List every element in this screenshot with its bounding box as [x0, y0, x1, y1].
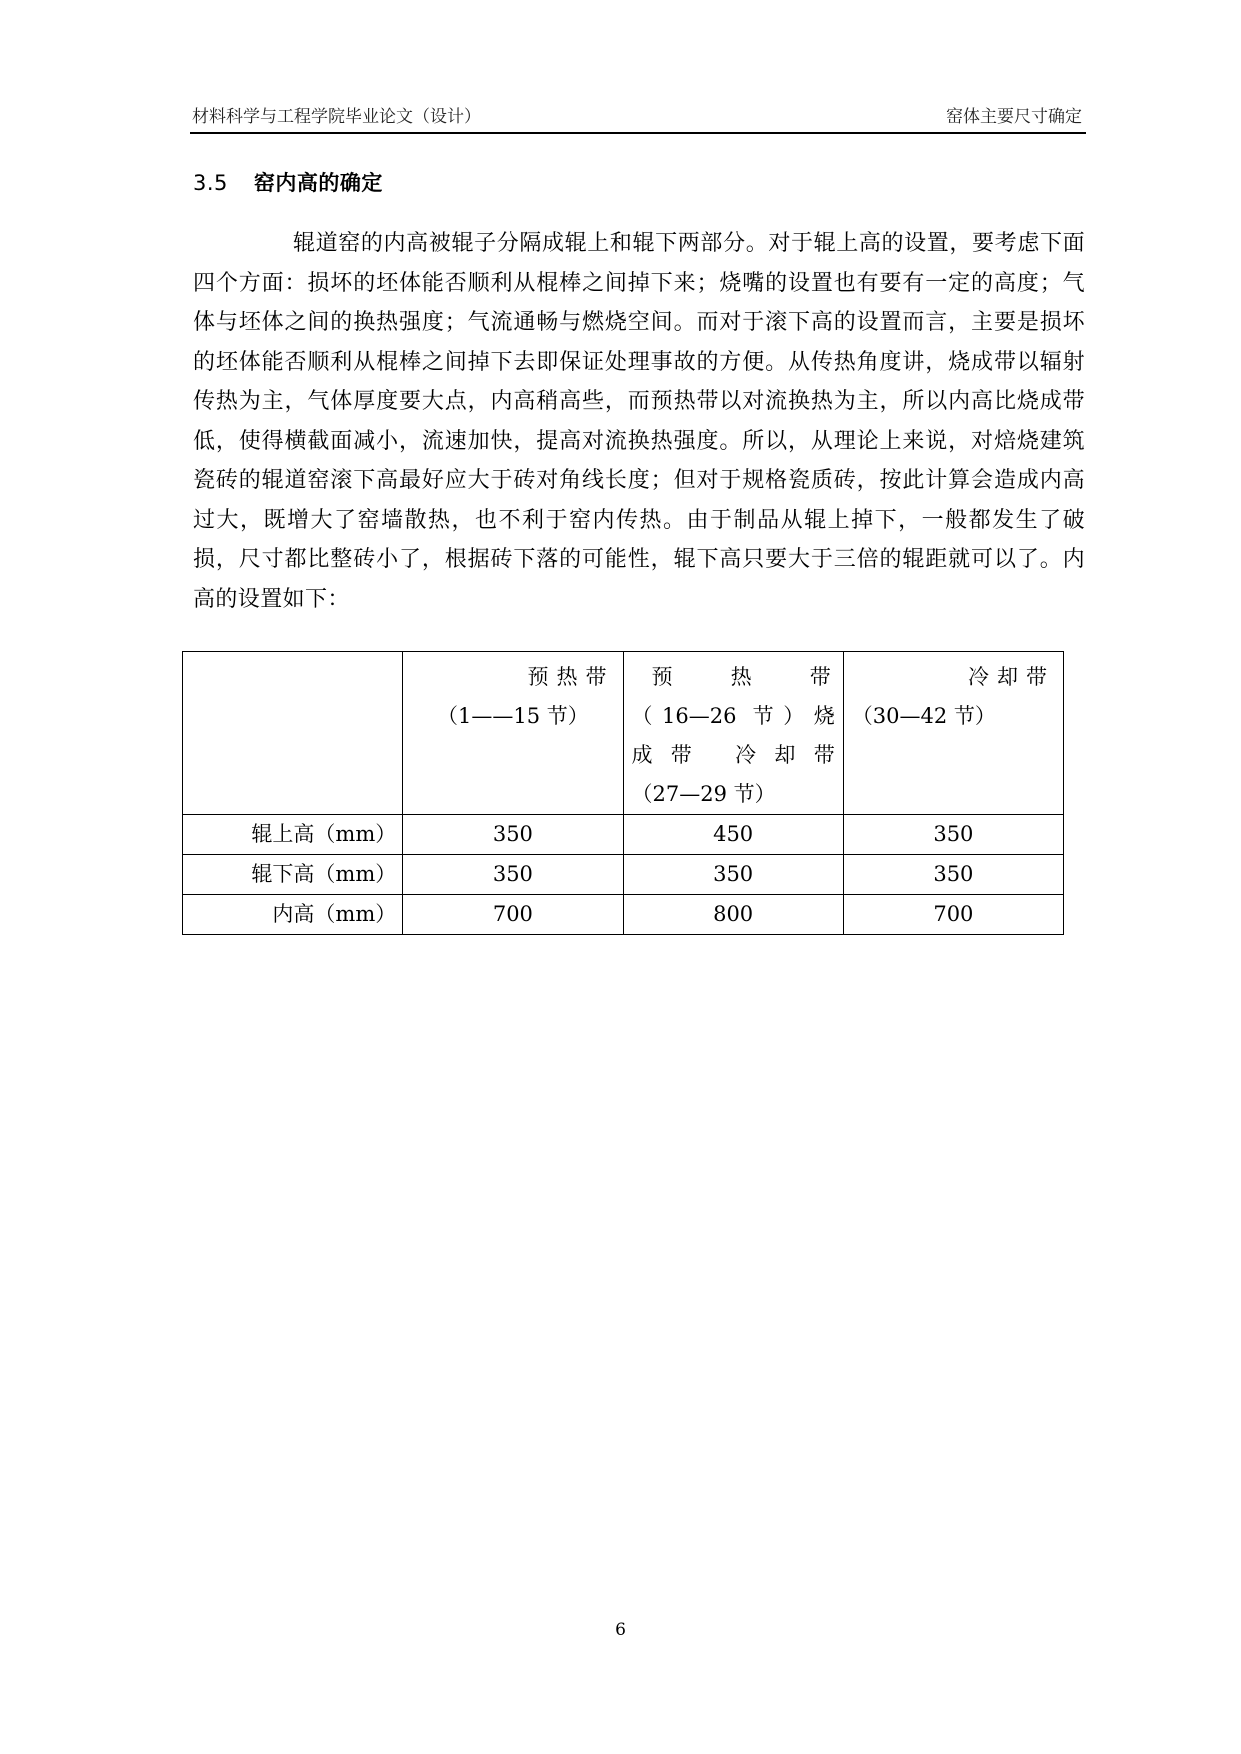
row-label: 辊上高（mm）	[183, 815, 403, 855]
table-header-row	[183, 652, 1064, 815]
row-label: 辊下高（mm）	[183, 855, 403, 895]
header-firing-line2: （16—26 节）烧	[631, 704, 835, 728]
header-thesis-title: 材料科学与工程学院毕业论文（设计）	[192, 107, 481, 127]
table-row	[183, 895, 1064, 935]
table-row	[183, 855, 1064, 895]
table-cell: 700	[403, 895, 623, 935]
section-number: 3.5	[193, 171, 228, 195]
header-cell-preheat	[403, 652, 623, 815]
table-cell: 350	[843, 815, 1063, 855]
header-firing-line1: 预热带	[651, 665, 831, 689]
table-cell: 350	[623, 855, 843, 895]
table-cell: 350	[843, 855, 1063, 895]
header-cell-firing	[623, 652, 843, 815]
header-preheat-range: （1——15 节）	[436, 704, 589, 728]
kiln-height-table	[182, 651, 1064, 935]
table-cell: 800	[623, 895, 843, 935]
header-firing-line3: 成带 冷却带	[631, 743, 835, 767]
table-corner-cell	[183, 652, 403, 815]
page-header	[190, 100, 1086, 134]
page-number: 6	[615, 1620, 626, 1640]
section-heading	[193, 167, 383, 197]
header-cooling-name: 冷却带	[968, 665, 1055, 689]
header-cell-cooling	[843, 652, 1063, 815]
table-row	[183, 815, 1064, 855]
row-label: 内高（mm）	[183, 895, 403, 935]
table-cell: 350	[403, 855, 623, 895]
table-cell: 350	[403, 815, 623, 855]
header-chapter-title: 窑体主要尺寸确定	[946, 107, 1082, 127]
table-cell: 450	[623, 815, 843, 855]
header-firing-line4: （27—29 节）	[631, 782, 776, 806]
table-cell: 700	[843, 895, 1063, 935]
header-preheat-name: 预热带	[527, 665, 615, 689]
body-paragraph: 辊道窑的内高被辊子分隔成辊上和辊下两部分。对于辊上高的设置，要考虑下面四个方面：损坏的坯体能否顺利从棍棒之间掉下来；烧嘴的设置也有要有一定的高度；气体与坯体之间的换热强度；气流通畅与燃烧空间。而对于滚下高的设置而言，主要是损坏的坯体能否顺利从棍棒之间掉下去即保证处理事故的方便。从传热角度讲，烧成带以辐射传热为主，气体厚度要大点，内高稍高些，而预热带以对流换热为主，所以内高比烧成带低，使得横截面减小，流速加快，提高对流换热强度。所以，从理论上来说，对焙烧建筑瓷砖的辊道窑滚下高最好应大于砖对角线长度；但对于规格瓷质砖，按此计算会造成内高过大，既增大了窑墙散热，也不利于窑内传热。由于制品从辊上掉下，一般都发生了破损，尺寸都比整砖小了，根据砖下落的可能性，辊下高只要大于三倍的辊距就可以了。内高的设置如下：	[193, 231, 1085, 612]
section-title: 窑内高的确定	[253, 171, 383, 195]
header-cooling-range: （30—42 节）	[851, 704, 996, 728]
